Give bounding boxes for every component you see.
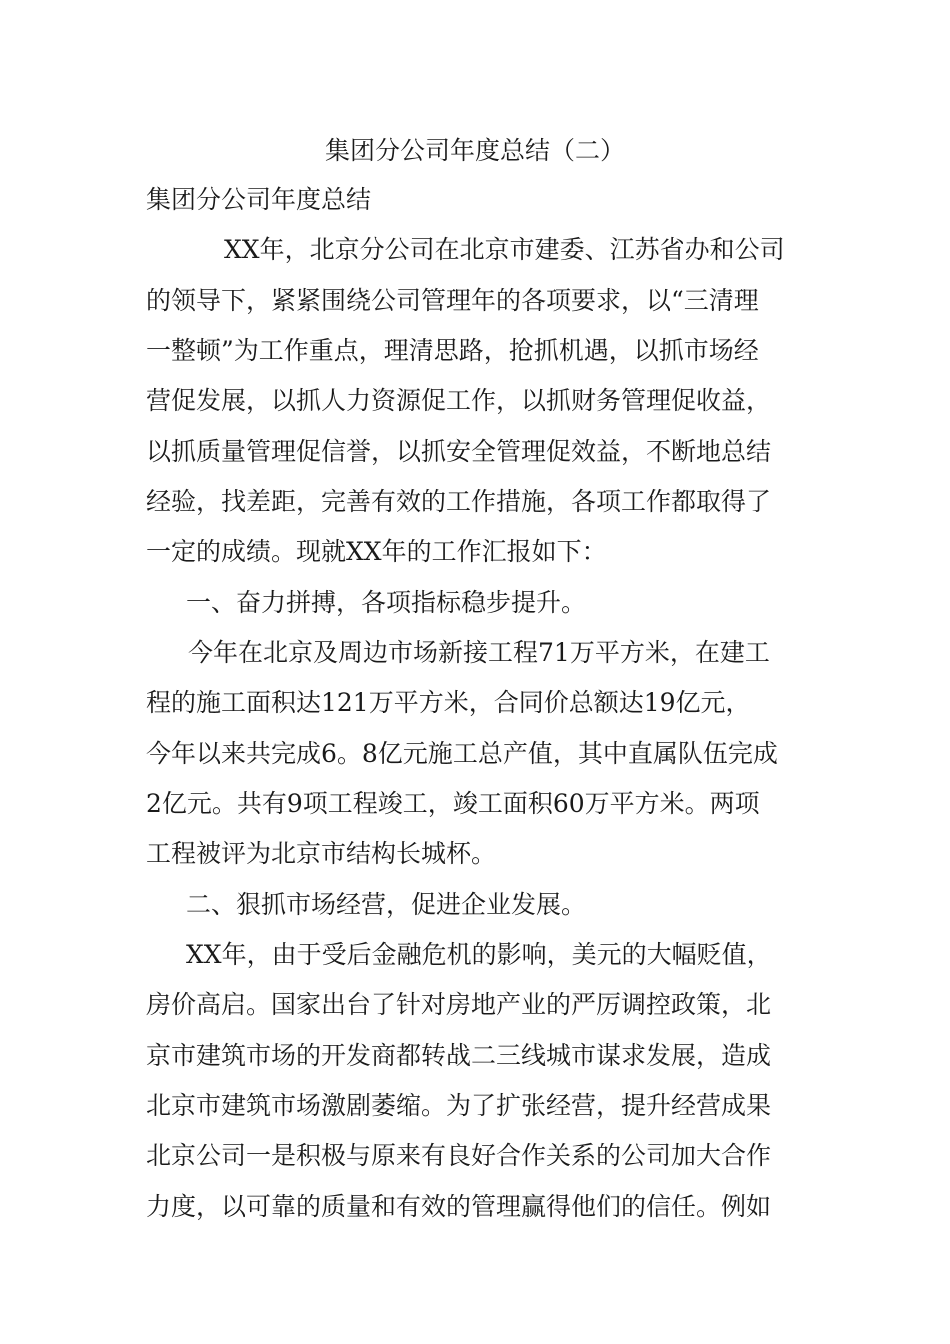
paragraph-line: XX年，北京分公司在北京市建委、江苏省办和公司 [224, 235, 785, 264]
section-heading: 一、奋力拼搏，各项指标稳步提升。 [186, 588, 587, 617]
document-subtitle: 集团分公司年度总结 [146, 185, 372, 214]
paragraph-line: 北京公司一是积极与原来有良好合作关系的公司加大合作 [146, 1141, 772, 1170]
paragraph-line: 营促发展，以抓人力资源促工作，以抓财务管理促收益， [146, 386, 772, 415]
paragraph-line: 一定的成绩。现就XX年的工作汇报如下： [146, 537, 607, 566]
section-heading: 二、狠抓市场经营，促进企业发展。 [186, 890, 587, 919]
paragraph-line: 以抓质量管理促信誉，以抓安全管理促效益，不断地总结 [146, 437, 772, 466]
paragraph-line: 程的施工面积达121万平方米，合同价总额达19亿元， [146, 688, 751, 717]
paragraph-line: 工程被评为北京市结构长城杯。 [146, 839, 497, 868]
paragraph-line: 力度，以可靠的质量和有效的管理赢得他们的信任。例如 [146, 1192, 772, 1221]
paragraph-line: 一整顿”为工作重点，理清思路，抢抓机遇，以抓市场经 [146, 336, 759, 365]
paragraph-line: XX年，由于受后金融危机的影响，美元的大幅贬值， [186, 940, 772, 969]
document-title: 集团分公司年度总结（二） [324, 136, 625, 165]
paragraph-line: 的领导下，紧紧围绕公司管理年的各项要求，以“三清理 [146, 286, 759, 315]
paragraph-line: 北京市建筑市场激剧萎缩。为了扩张经营，提升经营成果 [146, 1091, 772, 1120]
paragraph-line: 2亿元。共有9项工程竣工，竣工面积60万平方米。两项 [146, 789, 760, 818]
paragraph-line: 经验，找差距，完善有效的工作措施，各项工作都取得了 [146, 487, 772, 516]
paragraph-line: 今年以来共完成6。8亿元施工总产值，其中直属队伍完成 [146, 739, 778, 768]
paragraph-line: 今年在北京及周边市场新接工程71万平方米，在建工 [188, 638, 770, 667]
paragraph-line: 房价高启。国家出台了针对房地产业的严厉调控政策，北 [146, 990, 772, 1019]
paragraph-line: 京市建筑市场的开发商都转战二三线城市谋求发展，造成 [146, 1041, 772, 1070]
